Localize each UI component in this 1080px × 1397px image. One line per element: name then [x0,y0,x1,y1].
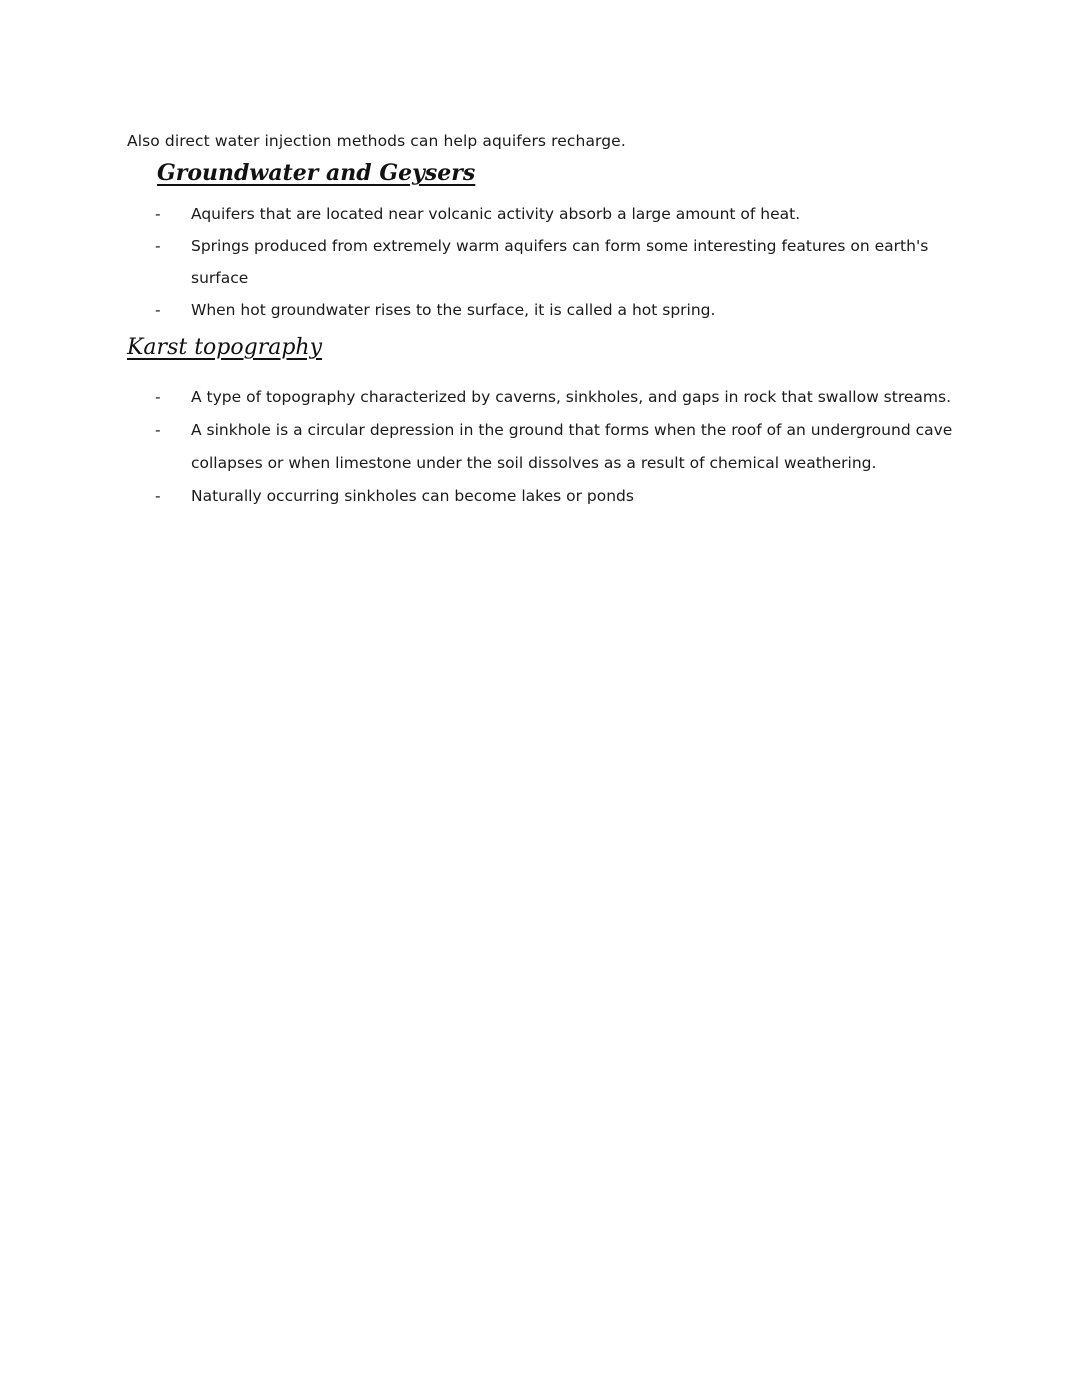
intro-line: Also direct water injection methods can help aquifers recharge. [127,132,626,150]
list-item [155,198,955,230]
list-item-text: A type of topography characterized by caverns, sinkholes, and gaps in rock that swallow streams. [191,388,951,406]
list-item-text: Aquifers that are located near volcanic activity absorb a large amount of heat. [191,205,801,223]
list-item-text: Naturally occurring sinkholes can become lakes or ponds [191,487,634,505]
bullet-dash: - [155,388,161,406]
groundwater-geysers-list [155,198,955,326]
karst-topography-list [155,381,955,513]
list-item [155,414,955,480]
list-item [155,230,955,294]
list-item [155,480,955,513]
bullet-dash: - [155,487,161,505]
section-heading-karst-topography: Karst topography [127,335,323,360]
bullet-dash: - [155,205,161,223]
section-heading-groundwater-geysers: Groundwater and Geysers [157,160,476,186]
bullet-dash: - [155,421,161,439]
list-item [155,294,955,326]
list-item-text: A sinkhole is a circular depression in the ground that forms when the roof of an underground cave collapses or when limestone under the soil dissolves as a result of chemical weathering. [191,421,953,472]
bullet-dash: - [155,237,161,255]
list-item-text: When hot groundwater rises to the surface, it is called a hot spring. [191,301,716,319]
list-item [155,381,955,414]
bullet-dash: - [155,301,161,319]
list-item-text: Springs produced from extremely warm aquifers can form some interesting features on earth's surface [191,237,929,287]
